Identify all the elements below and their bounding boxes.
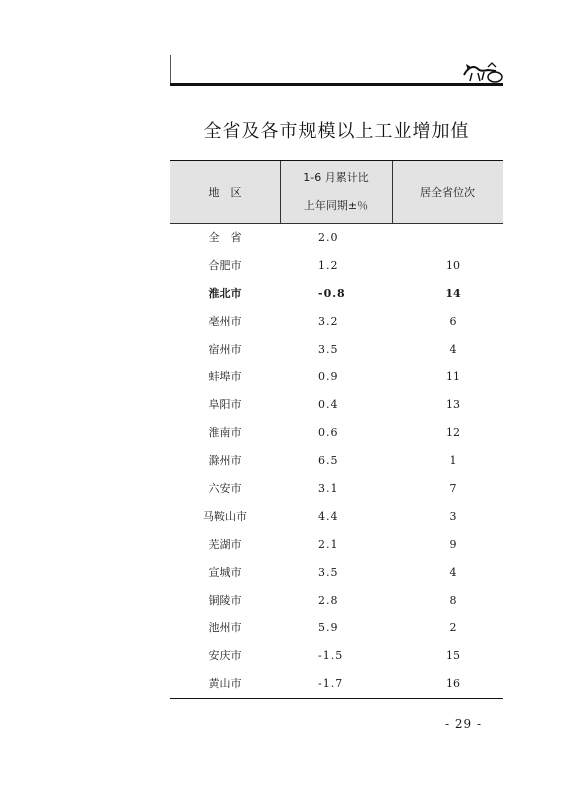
row-rank-cell — [392, 475, 503, 503]
row-rank-cell — [392, 642, 503, 670]
table-row — [170, 475, 503, 503]
row-region: 黄山市 — [208, 677, 242, 691]
row-change-value: 3.5 — [318, 565, 339, 579]
row-rank: 2 — [449, 621, 457, 635]
row-change-value: -1.5 — [318, 649, 344, 663]
row-change-value: 2.0 — [318, 231, 339, 244]
row-rank: 16 — [446, 677, 460, 691]
row-rank-cell — [392, 670, 503, 698]
table-header — [170, 160, 503, 224]
table-row — [170, 559, 503, 587]
row-region: 淮南市 — [208, 426, 242, 440]
table-body — [170, 224, 503, 699]
row-rank: 11 — [446, 370, 460, 384]
row-rank: 6 — [449, 314, 457, 328]
row-rank: 3 — [449, 509, 457, 523]
row-rank: 4 — [449, 565, 457, 579]
row-rank-cell — [392, 336, 503, 364]
table-row — [170, 670, 503, 698]
row-rank-cell — [392, 224, 503, 252]
row-region: 马鞍山市 — [203, 509, 247, 523]
row-rank: 8 — [449, 593, 457, 607]
row-rank-cell — [392, 503, 503, 531]
table-row — [170, 503, 503, 531]
row-rank-cell — [392, 280, 503, 308]
row-rank-cell — [392, 614, 503, 642]
row-rank-cell — [392, 252, 503, 280]
row-region: 亳州市 — [208, 314, 242, 328]
row-region: 阜阳市 — [208, 398, 242, 412]
row-rank-cell — [392, 419, 503, 447]
table-row — [170, 531, 503, 559]
row-region: 池州市 — [208, 621, 242, 635]
row-change-value: 1.2 — [318, 258, 339, 272]
row-change-value: 2.8 — [318, 593, 339, 607]
table-row — [170, 614, 503, 642]
row-rank-cell — [392, 559, 503, 587]
row-region: 宿州市 — [208, 342, 242, 356]
table-row — [170, 419, 503, 447]
table-row — [170, 336, 503, 364]
row-rank: 12 — [446, 426, 460, 440]
header-rank: 居全省位次 — [420, 186, 475, 199]
row-rank-cell — [392, 587, 503, 615]
header-change-line1: 1-6 月累计比 — [303, 171, 369, 184]
row-rank: 14 — [445, 286, 461, 300]
row-region: 芜湖市 — [208, 537, 242, 551]
header-change-line2: 上年同期±％ — [303, 199, 369, 212]
row-change-value: 3.1 — [318, 482, 339, 496]
table-row — [170, 447, 503, 475]
row-change-value: 0.6 — [318, 426, 339, 440]
row-region: 宣城市 — [208, 565, 242, 579]
row-change-value: -1.7 — [318, 677, 344, 691]
table-row — [170, 391, 503, 419]
table-row — [170, 280, 503, 308]
row-rank-cell — [392, 531, 503, 559]
page-number: - 29 - — [445, 717, 483, 731]
table-row — [170, 642, 503, 670]
header-rule — [170, 83, 503, 86]
row-change-value: 3.5 — [318, 342, 339, 356]
row-rank: 1 — [449, 454, 457, 468]
table-row — [170, 363, 503, 391]
header-vertical-rule — [170, 55, 171, 83]
row-rank-cell — [392, 363, 503, 391]
header-change — [280, 161, 392, 223]
table-row — [170, 308, 503, 336]
row-region: 淮北市 — [208, 286, 242, 300]
horse-chariot-logo-icon — [462, 61, 506, 83]
row-rank-cell — [392, 447, 503, 475]
row-rank: 7 — [449, 482, 457, 496]
row-region: 六安市 — [208, 482, 242, 496]
header-region: 地 区 — [208, 186, 242, 199]
row-change-value: 0.4 — [318, 398, 339, 412]
page-title: 全省及各市规模以上工业增加值 — [203, 121, 470, 142]
row-rank: 9 — [449, 537, 457, 551]
row-rank: 10 — [446, 258, 460, 272]
table-row — [170, 252, 503, 280]
row-rank: 15 — [446, 649, 460, 663]
row-region: 蚌埠市 — [208, 370, 242, 384]
row-change-value: 4.4 — [318, 509, 339, 523]
row-rank: 4 — [449, 342, 457, 356]
table-row — [170, 224, 503, 252]
row-region: 安庆市 — [208, 649, 242, 663]
row-rank: 13 — [446, 398, 460, 412]
row-change-value: 2.1 — [318, 537, 339, 551]
row-change-value: 0.9 — [318, 370, 339, 384]
row-change-value: 5.9 — [318, 621, 339, 635]
row-region: 滁州市 — [208, 454, 242, 468]
row-change-value: 3.2 — [318, 314, 339, 328]
data-table — [170, 160, 503, 699]
table-row — [170, 587, 503, 615]
row-rank-cell — [392, 308, 503, 336]
row-region: 铜陵市 — [208, 593, 242, 607]
row-change-value: -0.8 — [318, 286, 346, 300]
row-change-value: 6.5 — [318, 454, 339, 468]
row-region: 全 省 — [208, 231, 242, 244]
row-region: 合肥市 — [208, 258, 242, 272]
row-rank-cell — [392, 391, 503, 419]
